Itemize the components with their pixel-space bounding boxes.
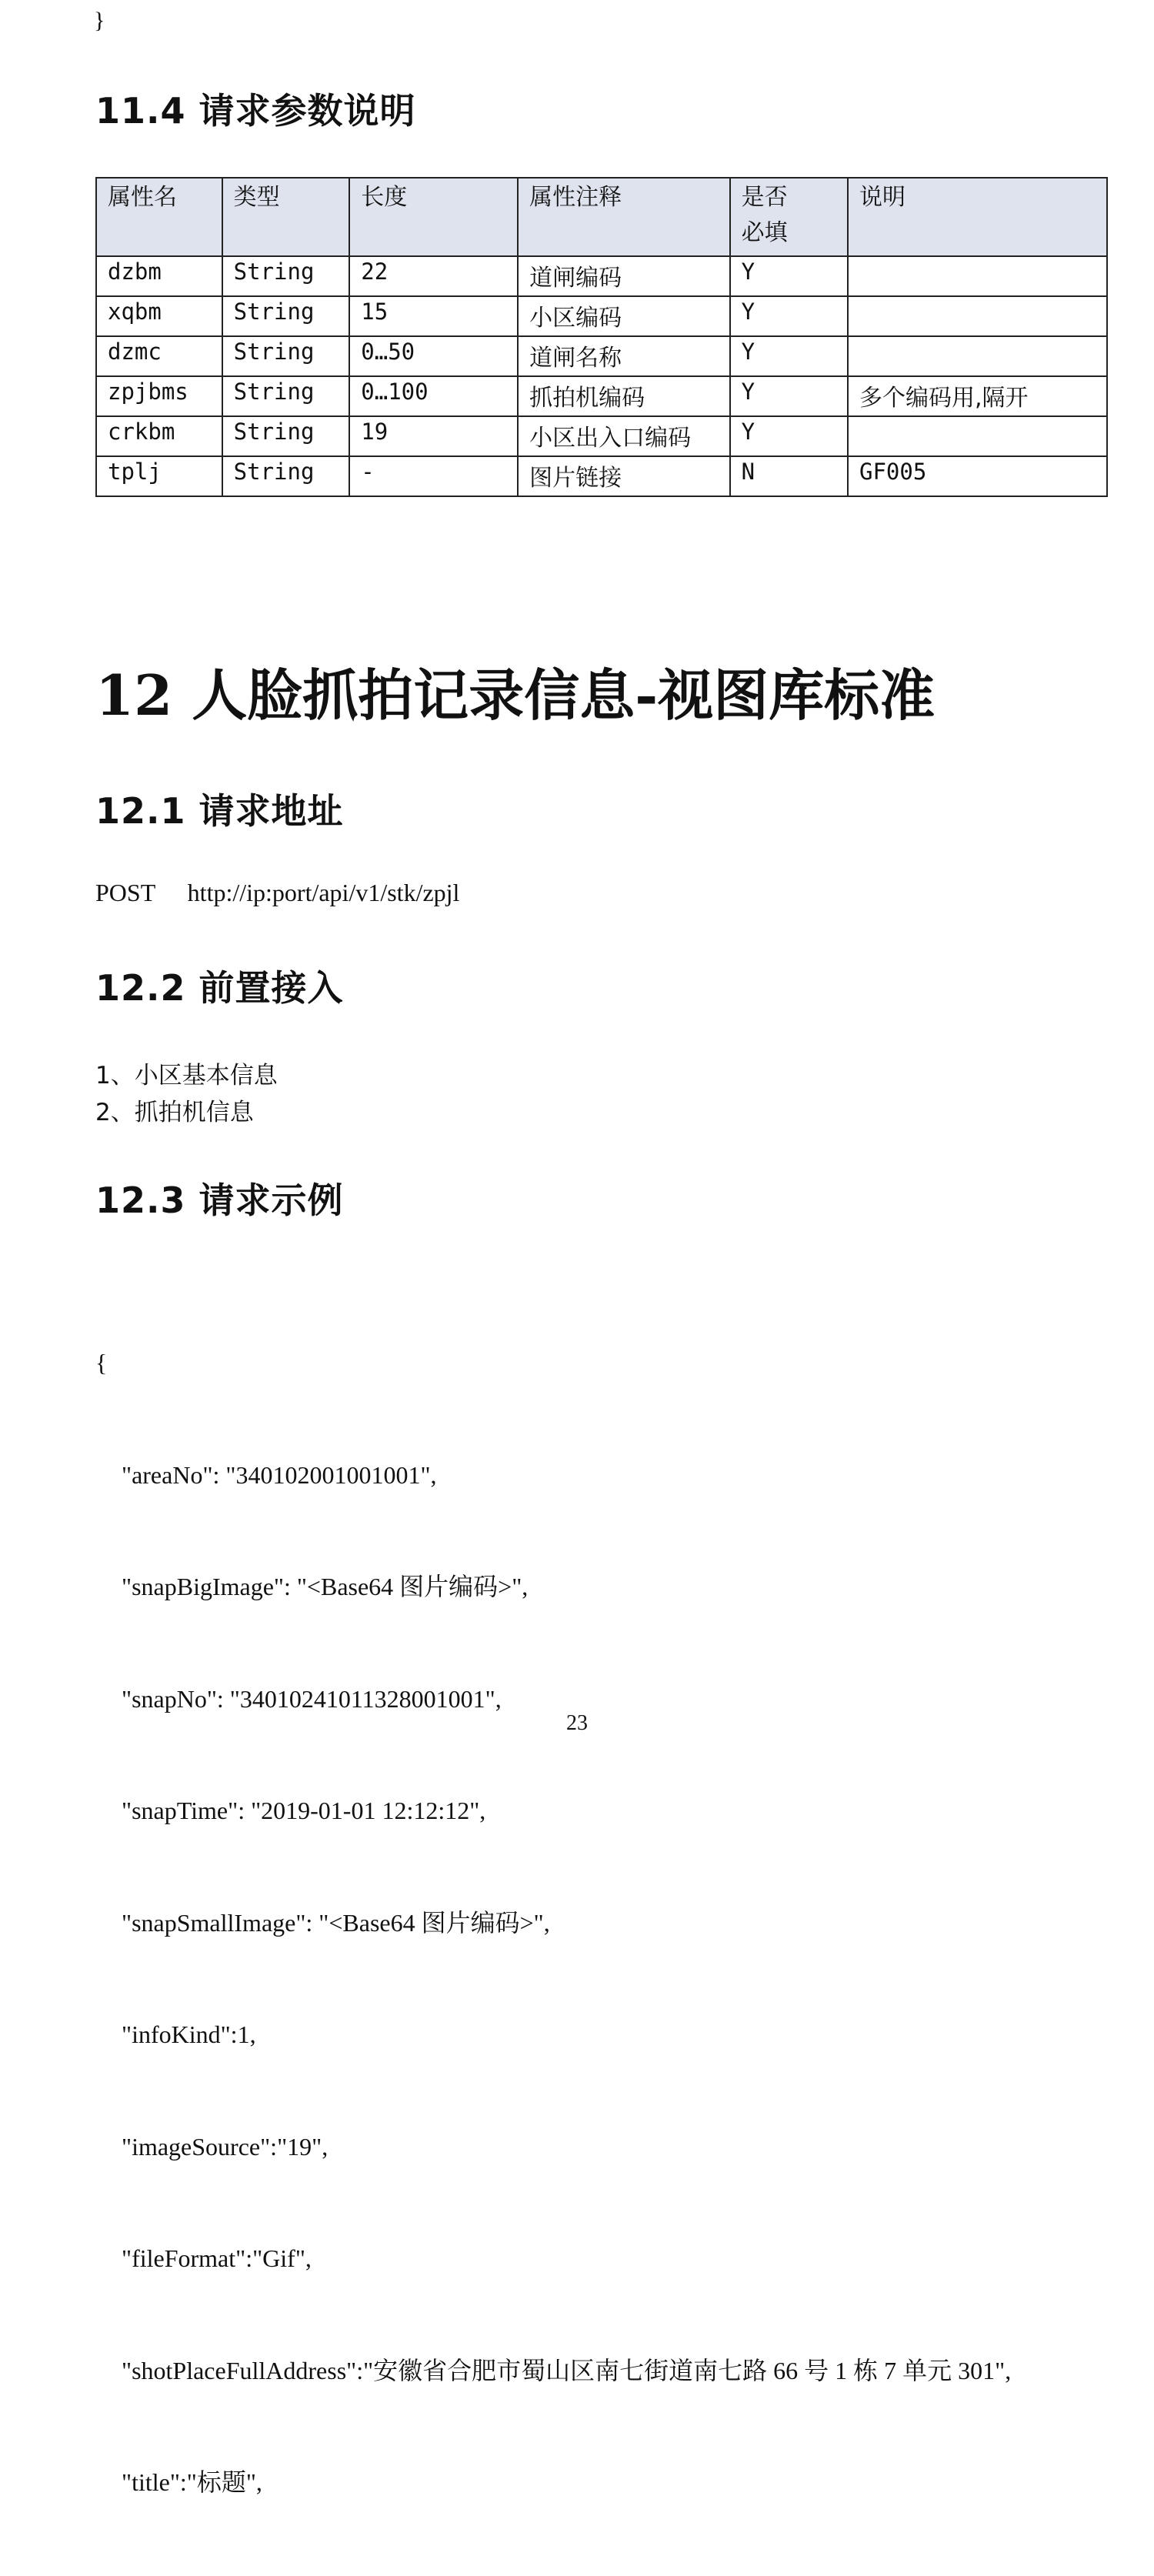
table-cell: String [222, 456, 350, 496]
table-cell: 道闸编码 [518, 256, 730, 296]
table-cell: String [222, 336, 350, 376]
table-cell: Y [730, 256, 848, 296]
section-heading-12-1: 12.1 请求地址 [95, 790, 344, 832]
table-cell: dzbm [96, 256, 222, 296]
code-line: "shotPlaceFullAddress":"安徽省合肥市蜀山区南七街道南七路 66 号 1 栋 7 单元 301", [122, 2356, 1012, 2384]
code-closing-brace: } [94, 8, 105, 33]
code-line: "areaNo": "340102001001001", [122, 1460, 437, 1489]
table-cell: 0…100 [349, 376, 518, 416]
table-header-cell: 长度 [349, 178, 518, 256]
chapter-heading-12: 12 人脸抓拍记录信息-视图库标准 [95, 662, 936, 728]
request-address-line [95, 879, 459, 907]
table-cell: 抓拍机编码 [518, 376, 730, 416]
table-cell: Y [730, 376, 848, 416]
table-cell: N [730, 456, 848, 496]
code-line: { [95, 1349, 108, 1376]
table-header-row [96, 178, 1107, 256]
table-cell: String [222, 296, 350, 336]
table-cell: Y [730, 336, 848, 376]
table-header-cell: 类型 [222, 178, 350, 256]
table-cell: zpjbms [96, 376, 222, 416]
table-header-cell: 说明 [848, 178, 1107, 256]
table-cell: tplj [96, 456, 222, 496]
table-row [96, 336, 1107, 376]
code-line: "snapNo": "34010241011328001001", [122, 1684, 502, 1713]
table-cell: 15 [349, 296, 518, 336]
table-cell: 图片链接 [518, 456, 730, 496]
table-cell: Y [730, 416, 848, 456]
table-cell [848, 296, 1107, 336]
request-params-table [95, 177, 1108, 497]
table-row [96, 416, 1107, 456]
table-cell: 19 [349, 416, 518, 456]
required-header-label: 是否必填 [741, 184, 788, 246]
table-row [96, 376, 1107, 416]
section-heading-12-2: 12.2 前置接入 [95, 967, 344, 1009]
code-line: "imageSource":"19", [122, 2132, 329, 2161]
table-row [96, 296, 1107, 336]
table-header-cell: 属性名 [96, 178, 222, 256]
table-cell: 小区出入口编码 [518, 416, 730, 456]
request-example-code [95, 1270, 1011, 2576]
table-cell: 多个编码用,隔开 [848, 376, 1107, 416]
prerequisite-item: 2、抓拍机信息 [95, 1099, 254, 1126]
table-cell: String [222, 256, 350, 296]
prerequisite-item: 1、小区基本信息 [95, 1062, 278, 1089]
section-heading-11-4: 11.4 请求参数说明 [95, 90, 416, 132]
code-line: "snapTime": "2019-01-01 12:12:12", [122, 1797, 486, 1824]
table-cell: 道闸名称 [518, 336, 730, 376]
page-number: 23 [566, 1711, 588, 1735]
table-cell [848, 416, 1107, 456]
table-cell [848, 336, 1107, 376]
table-cell: 22 [349, 256, 518, 296]
section-heading-12-3: 12.3 请求示例 [95, 1180, 344, 1221]
table-cell: String [222, 376, 350, 416]
table-cell: String [222, 416, 350, 456]
table-header-cell [730, 178, 848, 256]
table-cell: 小区编码 [518, 296, 730, 336]
table-row [96, 456, 1107, 496]
code-line: "snapSmallImage": "<Base64 图片编码>", [122, 1908, 550, 1937]
table-cell: GF005 [848, 456, 1107, 496]
table-cell: Y [730, 296, 848, 336]
table-cell: dzmc [96, 336, 222, 376]
code-line: "fileFormat":"Gif", [122, 2244, 312, 2272]
code-line: "snapBigImage": "<Base64 图片编码>", [122, 1573, 529, 1600]
http-method: POST [95, 879, 155, 906]
request-url: http://ip:port/api/v1/stk/zpjl [187, 879, 460, 906]
code-line: "title":"标题", [122, 2468, 262, 2496]
table-header-cell: 属性注释 [518, 178, 730, 256]
code-line: "infoKind":1, [122, 2020, 256, 2048]
table-cell: crkbm [96, 416, 222, 456]
table-cell: xqbm [96, 296, 222, 336]
table-cell [848, 256, 1107, 296]
table-cell: 0…50 [349, 336, 518, 376]
table-cell: - [349, 456, 518, 496]
table-row [96, 256, 1107, 296]
